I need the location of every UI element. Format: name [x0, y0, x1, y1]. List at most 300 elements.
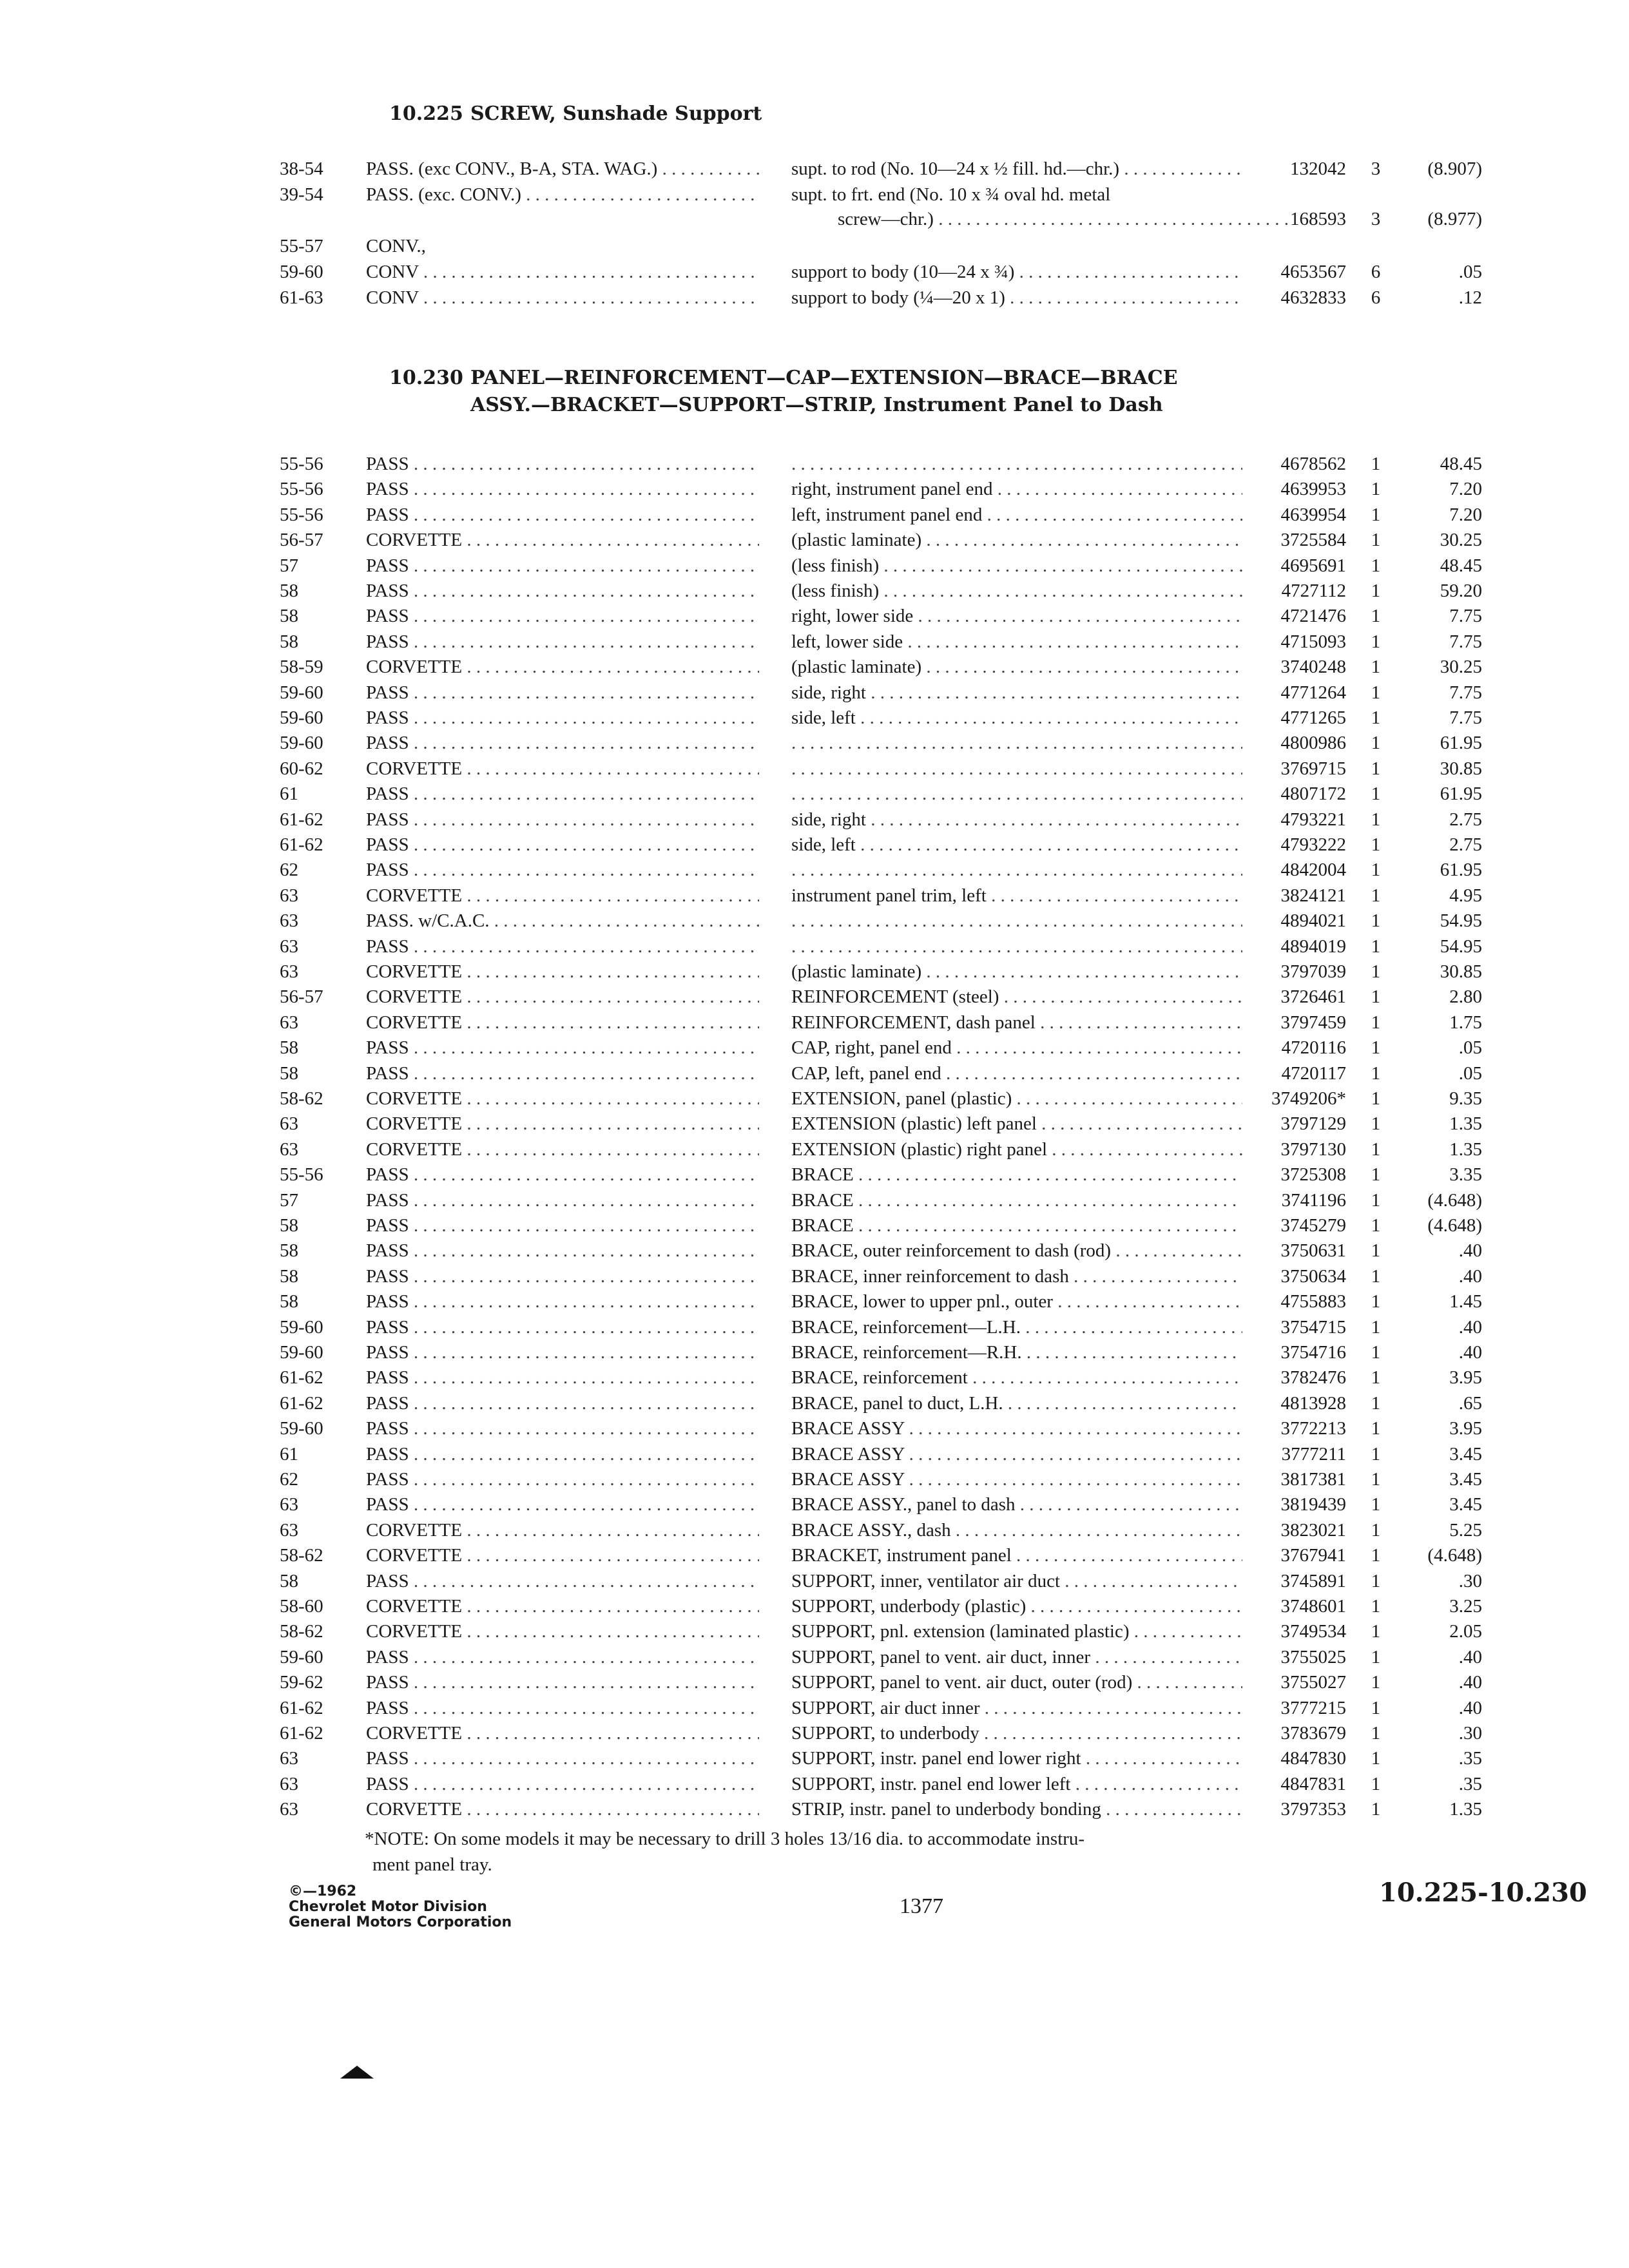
quantity-cell: 1 — [1371, 783, 1381, 805]
quantity-cell: 1 — [1371, 1012, 1381, 1033]
table-row — [0, 1137, 1629, 1162]
part-number-cell: 3819439 — [1280, 1494, 1346, 1515]
table-row — [0, 603, 1629, 629]
description-cell — [791, 730, 1242, 756]
quantity-cell: 1 — [1371, 454, 1381, 474]
model-cell: CONV . . . — [366, 259, 759, 285]
price-cell: 9.35 — [1449, 1088, 1482, 1109]
description-cell: BRACE, reinforcement . . . — [791, 1365, 1242, 1390]
model-cell: PASS. (exc. CONV.) . . . — [366, 182, 759, 207]
quantity-cell: 1 — [1371, 936, 1381, 957]
part-number-cell: 3725308 — [1280, 1164, 1346, 1186]
description-cell: BRACE . . . — [791, 1162, 1242, 1187]
model-cell: PASS . . . — [366, 1416, 759, 1441]
table-row — [0, 1796, 1629, 1822]
model-cell: PASS . . . — [366, 1771, 759, 1797]
quantity-cell: 1 — [1371, 479, 1381, 500]
part-number-cell: 4894019 — [1280, 936, 1346, 957]
table-row — [0, 1010, 1629, 1035]
description-cell — [791, 451, 1242, 477]
model-cell: CONV . . . — [366, 285, 759, 311]
table-row — [0, 1441, 1629, 1467]
model-cell: PASS . . . — [366, 1264, 759, 1289]
quantity-cell: 1 — [1371, 1265, 1381, 1287]
description-cell: side, right . . . — [791, 680, 1242, 706]
table-row — [0, 629, 1629, 655]
price-cell: 48.45 — [1440, 555, 1482, 576]
table-row — [0, 1619, 1629, 1644]
description-cell: side, left . . . — [791, 832, 1242, 858]
year-cell: 58 — [280, 1062, 298, 1084]
quantity-cell: 1 — [1371, 961, 1381, 982]
year-cell: 58-62 — [280, 1088, 323, 1109]
price-cell: 61.95 — [1440, 860, 1482, 881]
description-cell: supt. to frt. end (No. 10 x ¾ oval hd. metal — [791, 184, 1111, 205]
part-number-cell: 4639954 — [1280, 504, 1346, 525]
price-cell: (8.907) — [1427, 159, 1482, 179]
part-number-cell: 4720117 — [1281, 1062, 1346, 1084]
year-cell: 55-56 — [280, 504, 323, 525]
price-cell: .40 — [1458, 1646, 1482, 1667]
model-cell: PASS . . . — [366, 781, 759, 807]
part-number-cell: 4771264 — [1280, 682, 1346, 703]
year-cell: 58-59 — [280, 657, 323, 678]
model-cell: CORVETTE . . . — [366, 1796, 759, 1822]
description-cell: SUPPORT, instr. panel end lower right . . . — [791, 1745, 1242, 1771]
part-number-cell: 4793222 — [1280, 834, 1346, 855]
part-number-cell: 4807172 — [1280, 783, 1346, 805]
quantity-cell: 1 — [1371, 631, 1381, 652]
part-number-cell: 4847831 — [1280, 1773, 1346, 1794]
part-number-cell: 132042 — [1290, 159, 1346, 179]
part-number-cell: 4813928 — [1280, 1392, 1346, 1414]
year-cell: 61-62 — [280, 1723, 323, 1744]
description-cell: (plastic laminate) . . . — [791, 959, 1242, 985]
model-cell: PASS . . . — [366, 1669, 759, 1695]
year-cell: 59-60 — [280, 1316, 323, 1338]
model-cell: PASS . . . — [366, 934, 759, 959]
quantity-cell: 6 — [1371, 262, 1381, 282]
price-cell: 7.75 — [1449, 707, 1482, 728]
table-row — [0, 1340, 1629, 1365]
section-range: 10.225-10.230 — [1379, 1878, 1587, 1908]
price-cell: 7.75 — [1449, 606, 1482, 627]
model-cell: PASS . . . — [366, 451, 759, 477]
section-number: 10.225 — [389, 102, 463, 125]
table-row — [0, 756, 1629, 782]
model-cell: PASS . . . — [366, 1745, 759, 1771]
price-cell: .30 — [1458, 1570, 1482, 1591]
year-cell: 55-56 — [280, 454, 323, 474]
year-cell: 61 — [280, 1443, 298, 1465]
part-number-cell: 4755883 — [1280, 1291, 1346, 1312]
year-cell: 63 — [280, 1748, 298, 1769]
model-cell: PASS . . . — [366, 1213, 759, 1238]
description-cell — [791, 934, 1242, 959]
part-number-cell: 4847830 — [1280, 1748, 1346, 1769]
part-number-cell: 3797459 — [1280, 1012, 1346, 1033]
quantity-cell: 1 — [1371, 1139, 1381, 1160]
model-cell: PASS . . . — [366, 603, 759, 629]
year-cell: 59-60 — [280, 707, 323, 728]
model-cell: PASS . . . — [366, 476, 759, 502]
part-number-cell: 3745891 — [1280, 1570, 1346, 1591]
part-number-cell: 4678562 — [1280, 454, 1346, 474]
quantity-cell: 1 — [1371, 1723, 1381, 1744]
model-cell: PASS . . . — [366, 1466, 759, 1492]
table-row — [0, 1416, 1629, 1441]
section-number: 10.230 — [389, 367, 463, 389]
description-cell: BRACE, panel to duct, L.H. . . . — [791, 1390, 1242, 1416]
part-number-cell: 3726461 — [1280, 986, 1346, 1008]
quantity-cell: 1 — [1371, 809, 1381, 830]
part-number-cell: 3754715 — [1280, 1316, 1346, 1338]
model-cell: CORVETTE . . . — [366, 1517, 759, 1543]
description-cell: supt. to rod (No. 10—24 x ½ fill. hd.—chr.) . . . — [791, 156, 1242, 182]
year-cell: 61-62 — [280, 834, 323, 855]
quantity-cell: 1 — [1371, 1291, 1381, 1312]
quantity-cell: 1 — [1371, 1570, 1381, 1591]
year-cell: 58-62 — [280, 1621, 323, 1642]
quantity-cell: 1 — [1371, 682, 1381, 703]
price-cell: 3.95 — [1449, 1418, 1482, 1439]
model-cell: PASS . . . — [366, 1162, 759, 1187]
part-number-cell: 3797039 — [1280, 961, 1346, 982]
table-row — [0, 705, 1629, 731]
footnote — [365, 1826, 1241, 1878]
quantity-cell: 1 — [1371, 707, 1381, 728]
quantity-cell: 1 — [1371, 606, 1381, 627]
quantity-cell: 1 — [1371, 1469, 1381, 1490]
price-cell: 30.85 — [1440, 961, 1482, 982]
model-cell: PASS . . . — [366, 1492, 759, 1517]
model-cell: PASS . . . — [366, 502, 759, 528]
year-cell: 58 — [280, 581, 298, 601]
model-cell: PASS . . . — [366, 807, 759, 832]
model-cell: PASS . . . — [366, 1238, 759, 1264]
model-cell: CORVETTE . . . — [366, 1137, 759, 1162]
model-cell: PASS . . . — [366, 1441, 759, 1467]
description-cell: BRACE . . . — [791, 1213, 1242, 1238]
description-cell: EXTENSION (plastic) right panel . . . — [791, 1137, 1242, 1162]
year-cell: 59-60 — [280, 1418, 323, 1439]
quantity-cell: 1 — [1371, 860, 1381, 881]
quantity-cell: 1 — [1371, 555, 1381, 576]
year-cell: 57 — [280, 555, 298, 576]
price-cell: .40 — [1458, 1672, 1482, 1693]
description-cell: SUPPORT, air duct inner . . . — [791, 1695, 1242, 1721]
part-number-cell: 4715093 — [1280, 631, 1346, 652]
quantity-cell: 1 — [1371, 758, 1381, 779]
description-cell — [791, 857, 1242, 883]
description-cell: BRACE, inner reinforcement to dash . . . — [791, 1264, 1242, 1289]
table-row — [0, 1238, 1629, 1264]
quantity-cell: 6 — [1371, 287, 1381, 308]
year-cell: 56-57 — [280, 986, 323, 1008]
quantity-cell: 1 — [1371, 1443, 1381, 1465]
model-cell: PASS . . . — [366, 578, 759, 604]
part-number-cell: 168593 — [1290, 209, 1346, 229]
quantity-cell: 1 — [1371, 1342, 1381, 1363]
description-cell: REINFORCEMENT (steel) . . . — [791, 984, 1242, 1010]
description-cell: (plastic laminate) . . . — [791, 654, 1242, 680]
model-cell: PASS . . . — [366, 1644, 759, 1670]
description-cell: support to body (¼—20 x 1) . . . — [791, 285, 1242, 311]
year-cell: 59-60 — [280, 682, 323, 703]
description-cell: EXTENSION (plastic) left panel . . . — [791, 1111, 1242, 1137]
description-cell: left, instrument panel end . . . — [791, 502, 1242, 528]
quantity-cell: 1 — [1371, 1697, 1381, 1718]
price-cell: 2.80 — [1449, 986, 1482, 1008]
price-cell: 7.20 — [1449, 479, 1482, 500]
description-cell: STRIP, instr. panel to underbody bonding . . . — [791, 1796, 1242, 1822]
year-cell: 63 — [280, 1012, 298, 1033]
table-row — [0, 832, 1629, 858]
description-cell: BRACE ASSY., dash . . . — [791, 1517, 1242, 1543]
quantity-cell: 1 — [1371, 504, 1381, 525]
description-cell: BRACE, lower to upper pnl., outer . . . — [791, 1289, 1242, 1314]
model-cell: CORVETTE . . . — [366, 1542, 759, 1568]
table-row — [0, 1771, 1629, 1797]
table-row — [0, 553, 1629, 579]
year-cell: 63 — [280, 1519, 298, 1541]
table-row — [0, 857, 1629, 883]
table-row — [0, 1745, 1629, 1771]
table-row — [0, 1593, 1629, 1619]
table-row — [0, 908, 1629, 934]
year-cell: 62 — [280, 860, 298, 881]
price-cell: .40 — [1458, 1342, 1482, 1363]
quantity-cell: 1 — [1371, 986, 1381, 1008]
year-cell: 58 — [280, 631, 298, 652]
model-cell: CONV., — [366, 236, 426, 256]
section-10230-heading — [389, 365, 1178, 419]
part-number-cell: 4727112 — [1281, 581, 1346, 601]
price-cell: 3.45 — [1449, 1469, 1482, 1490]
model-cell: PASS . . . — [366, 1390, 759, 1416]
part-number-cell: 3754716 — [1280, 1342, 1346, 1363]
quantity-cell: 1 — [1371, 1621, 1381, 1642]
table-row — [0, 807, 1629, 832]
quantity-cell: 1 — [1371, 1316, 1381, 1338]
part-number-cell: 3772213 — [1280, 1418, 1346, 1439]
table-row — [0, 206, 1629, 232]
quantity-cell: 1 — [1371, 1062, 1381, 1084]
part-number-cell: 4800986 — [1280, 733, 1346, 754]
quantity-cell: 1 — [1371, 1748, 1381, 1769]
description-cell — [791, 908, 1242, 934]
footnote-line1: *NOTE: On some models it may be necessary to drill 3 holes 13/16 dia. to accommodate instru- — [365, 1829, 1085, 1849]
corporation: General Motors Corporation — [289, 1914, 512, 1930]
division: Chevrolet Motor Division — [289, 1899, 487, 1915]
part-number-cell: 4653567 — [1280, 262, 1346, 282]
quantity-cell: 1 — [1371, 733, 1381, 754]
price-cell: 3.45 — [1449, 1443, 1482, 1465]
table-row — [0, 934, 1629, 959]
year-cell: 55-56 — [280, 1164, 323, 1186]
table-row — [0, 156, 1629, 182]
price-cell: 1.35 — [1449, 1139, 1482, 1160]
price-cell: 7.20 — [1449, 504, 1482, 525]
year-cell: 59-60 — [280, 262, 323, 282]
price-cell: 5.25 — [1449, 1519, 1482, 1541]
table-row — [0, 1644, 1629, 1670]
price-cell: .05 — [1458, 1037, 1482, 1059]
description-cell — [791, 756, 1242, 782]
price-cell: .12 — [1458, 287, 1482, 308]
year-cell: 58-62 — [280, 1545, 323, 1566]
price-cell: 48.45 — [1440, 454, 1482, 474]
part-number-cell: 3725584 — [1280, 530, 1346, 551]
price-cell: .40 — [1458, 1240, 1482, 1262]
price-cell: (4.648) — [1427, 1545, 1482, 1566]
description-cell: left, lower side . . . — [791, 629, 1242, 655]
table-row — [0, 781, 1629, 807]
part-number-cell: 3745279 — [1280, 1215, 1346, 1236]
description-cell: BRACE, outer reinforcement to dash (rod) . . . — [791, 1238, 1242, 1264]
part-number-cell: 3823021 — [1280, 1519, 1346, 1541]
quantity-cell: 1 — [1371, 657, 1381, 678]
model-cell: PASS . . . — [366, 1365, 759, 1390]
table-row — [0, 1187, 1629, 1213]
section-10225-heading — [389, 101, 762, 128]
table-row — [0, 451, 1629, 477]
model-cell: CORVETTE . . . — [366, 1111, 759, 1137]
part-number-cell: 4639953 — [1280, 479, 1346, 500]
part-number-cell: 3749534 — [1280, 1621, 1346, 1642]
table-row — [0, 1720, 1629, 1746]
table-row — [0, 1695, 1629, 1721]
price-cell: (4.648) — [1427, 1215, 1482, 1236]
description-cell: CAP, right, panel end . . . — [791, 1035, 1242, 1061]
year-cell: 59-60 — [280, 733, 323, 754]
price-cell: 30.85 — [1440, 758, 1482, 779]
model-cell: PASS . . . — [366, 1289, 759, 1314]
model-cell: CORVETTE . . . — [366, 1593, 759, 1619]
part-number-cell: 3777211 — [1281, 1443, 1346, 1465]
table-row — [0, 476, 1629, 502]
description-cell: SUPPORT, pnl. extension (laminated plastic) . . . — [791, 1619, 1242, 1644]
price-cell: .35 — [1458, 1748, 1482, 1769]
model-cell: PASS. (exc CONV., B-A, STA. WAG.) . . . — [366, 156, 759, 182]
quantity-cell: 3 — [1371, 209, 1381, 229]
price-cell: 1.35 — [1449, 1113, 1482, 1135]
price-cell: .05 — [1458, 1062, 1482, 1084]
part-number-cell: 4793221 — [1280, 809, 1346, 830]
description-cell: right, lower side . . . — [791, 603, 1242, 629]
part-number-cell: 4894021 — [1280, 910, 1346, 932]
model-cell: CORVETTE . . . — [366, 756, 759, 782]
quantity-cell: 1 — [1371, 1519, 1381, 1541]
table-row — [0, 1517, 1629, 1543]
price-cell: (4.648) — [1427, 1189, 1482, 1211]
model-cell: PASS . . . — [366, 832, 759, 858]
part-number-cell: 3767941 — [1280, 1545, 1346, 1566]
part-number-cell: 3748601 — [1280, 1596, 1346, 1617]
table-row — [0, 654, 1629, 680]
model-cell: PASS . . . — [366, 629, 759, 655]
year-cell: 61-63 — [280, 287, 323, 308]
quantity-cell: 1 — [1371, 1215, 1381, 1236]
year-cell: 63 — [280, 910, 298, 932]
description-cell: (less finish) . . . — [791, 553, 1242, 579]
model-cell: CORVETTE . . . — [366, 883, 759, 908]
model-cell: PASS . . . — [366, 1061, 759, 1086]
description-cell: SUPPORT, to underbody . . . — [791, 1720, 1242, 1746]
price-cell: 54.95 — [1440, 910, 1482, 932]
price-cell: 2.75 — [1449, 809, 1482, 830]
part-number-cell: 4721476 — [1280, 606, 1346, 627]
table-row — [0, 1264, 1629, 1289]
price-cell: 30.25 — [1440, 530, 1482, 551]
year-cell: 58 — [280, 1240, 298, 1262]
table-row — [0, 680, 1629, 706]
copyright: ©—1962 — [289, 1883, 357, 1899]
year-cell: 63 — [280, 1494, 298, 1515]
price-cell: .40 — [1458, 1697, 1482, 1718]
price-cell: 7.75 — [1449, 682, 1482, 703]
price-cell: 2.05 — [1449, 1621, 1482, 1642]
year-cell: 61 — [280, 783, 298, 805]
description-cell: right, instrument panel end . . . — [791, 476, 1242, 502]
table-row — [0, 1669, 1629, 1695]
model-cell: PASS. w/C.A.C. . . . — [366, 908, 759, 934]
quantity-cell: 1 — [1371, 1367, 1381, 1389]
table-row — [0, 1111, 1629, 1137]
model-cell: CORVETTE . . . — [366, 959, 759, 985]
description-cell: BRACE ASSY . . . — [791, 1416, 1242, 1441]
description-cell: instrument panel trim, left . . . — [791, 883, 1242, 908]
quantity-cell: 1 — [1371, 1037, 1381, 1059]
description-cell: BRACE . . . — [791, 1187, 1242, 1213]
model-cell: CORVETTE . . . — [366, 1010, 759, 1035]
price-cell: 2.75 — [1449, 834, 1482, 855]
description-cell: BRACE ASSY . . . — [791, 1441, 1242, 1467]
quantity-cell: 1 — [1371, 910, 1381, 932]
part-number-cell: 3750631 — [1280, 1240, 1346, 1262]
quantity-cell: 1 — [1371, 1646, 1381, 1667]
table-row — [0, 883, 1629, 908]
model-cell: PASS . . . — [366, 553, 759, 579]
price-cell: 54.95 — [1440, 936, 1482, 957]
year-cell: 63 — [280, 885, 298, 906]
quantity-cell: 1 — [1371, 1088, 1381, 1109]
table-row — [0, 1365, 1629, 1390]
year-cell: 61-62 — [280, 1367, 323, 1389]
year-cell: 55-57 — [280, 236, 323, 256]
table-row — [0, 259, 1629, 285]
model-cell: CORVETTE . . . — [366, 984, 759, 1010]
table-row — [0, 1492, 1629, 1517]
year-cell: 56-57 — [280, 530, 323, 551]
description-cell: SUPPORT, panel to vent. air duct, inner . . . — [791, 1644, 1242, 1670]
description-cell: SUPPORT, instr. panel end lower left . . . — [791, 1771, 1242, 1797]
page-number: 1377 — [900, 1894, 943, 1918]
year-cell: 57 — [280, 1189, 298, 1211]
part-number-cell: 3749206* — [1271, 1088, 1346, 1109]
quantity-cell: 1 — [1371, 1799, 1381, 1820]
table-row — [0, 233, 1629, 259]
table-row — [0, 1466, 1629, 1492]
year-cell: 38-54 — [280, 159, 323, 179]
model-cell: PASS . . . — [366, 680, 759, 706]
table-row — [0, 959, 1629, 985]
year-cell: 58 — [280, 606, 298, 627]
description-cell: BRACE, reinforcement—L.H. . . . — [791, 1314, 1242, 1340]
model-cell: PASS . . . — [366, 1695, 759, 1721]
quantity-cell: 1 — [1371, 581, 1381, 601]
price-cell: .05 — [1458, 262, 1482, 282]
